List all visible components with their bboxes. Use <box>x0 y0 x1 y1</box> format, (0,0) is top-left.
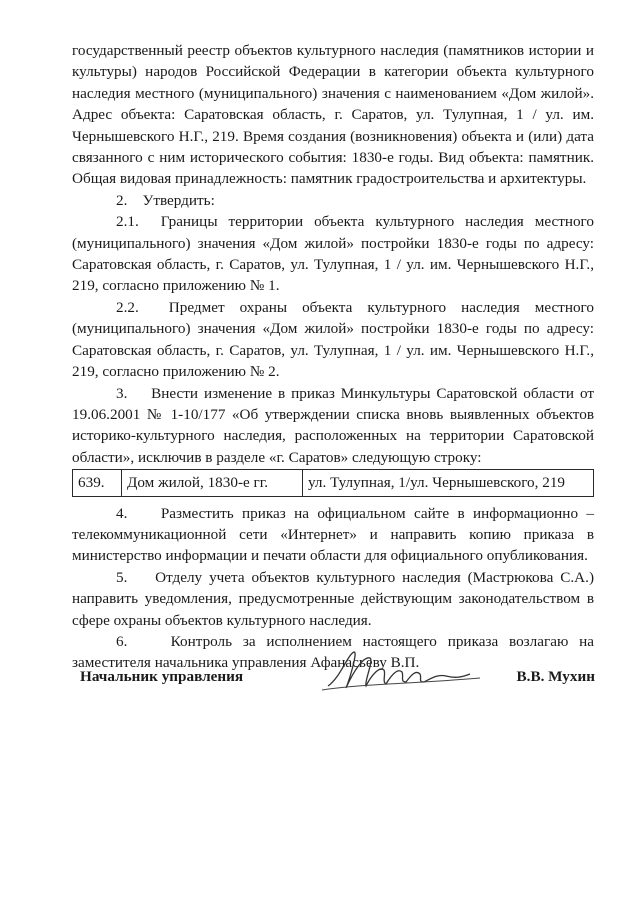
item-4: 4. Разместить приказ на официальном сайте в информационно – телекоммуникационной сети «Интернет» и направить копию приказа в министерство информации и печати области для официального опубликования. <box>72 504 594 565</box>
handwritten-signature-icon <box>320 648 490 698</box>
item-3: 3. Внести изменение в приказ Минкультуры Саратовской области от 19.06.2001 № 1-10/177 «Об утверждении списка вновь выявленных объектов историко-культурного наследия, расположенных на территории Саратовской области», исключив в разделе «г. Саратов» следующую строку: <box>72 384 594 466</box>
row-address: ул. Тулупная, 1/ул. Чернышевского, 219 <box>303 470 594 496</box>
signature-block <box>80 660 595 700</box>
row-object-name: Дом жилой, 1830-е гг. <box>122 470 303 496</box>
item-5: 5. Отделу учета объектов культурного наследия (Мастрюкова С.А.) направить уведомления, предусмотренные действующим законодательством в сфере охраны объектов культурного наследия. <box>72 568 594 629</box>
signatory-name: В.В. Мухин <box>516 668 595 685</box>
excluded-row-table <box>72 469 594 496</box>
item-2: 2. Утвердить: <box>116 191 215 209</box>
intro-paragraph: государственный реестр объектов культурного наследия (памятников истории и культуры) народов Российской Федерации в категории объекта культурного наследия местного (муниципального) значения с наименованием «Дом жилой». Адрес объекта: Саратовская область, г. Саратов, ул. Тулупная, 1 / ул. им. Чернышевского Н.Г., 219. Время создания (возникновения) объекта и (или) дата связанного с ним исторического события: 1830-е годы. Вид объекта: памятник. Общая видовая принадлежность: памятник градостроительства и архитектуры. <box>72 42 594 188</box>
document-body <box>72 40 594 674</box>
item-2-2: 2.2. Предмет охраны объекта культурного наследия местного (муниципального) значения «Дом жилой» постройки 1830-е годы по адресу: Саратовская область, г. Саратов, ул. Тулупная, 1 / ул. им. Чернышевского Н.Г., 219, согласно приложению № 2. <box>72 298 594 381</box>
item-2-1: 2.1. Границы территории объекта культурного наследия местного (муниципального) значения «Дом жилой» постройки 1830-е годы по адресу: Саратовская область, г. Саратов, ул. Тулупная, 1 / ул. им. Чернышевского Н.Г., 219, согласно приложению № 1. <box>72 213 594 295</box>
table-row <box>73 470 594 496</box>
row-number: 639. <box>73 470 122 496</box>
item-6: 6. Контроль за исполнением настоящего приказа возлагаю на заместителя начальника управления Афанасьеву В.П. <box>72 632 594 672</box>
signatory-role: Начальник управления <box>80 668 244 685</box>
